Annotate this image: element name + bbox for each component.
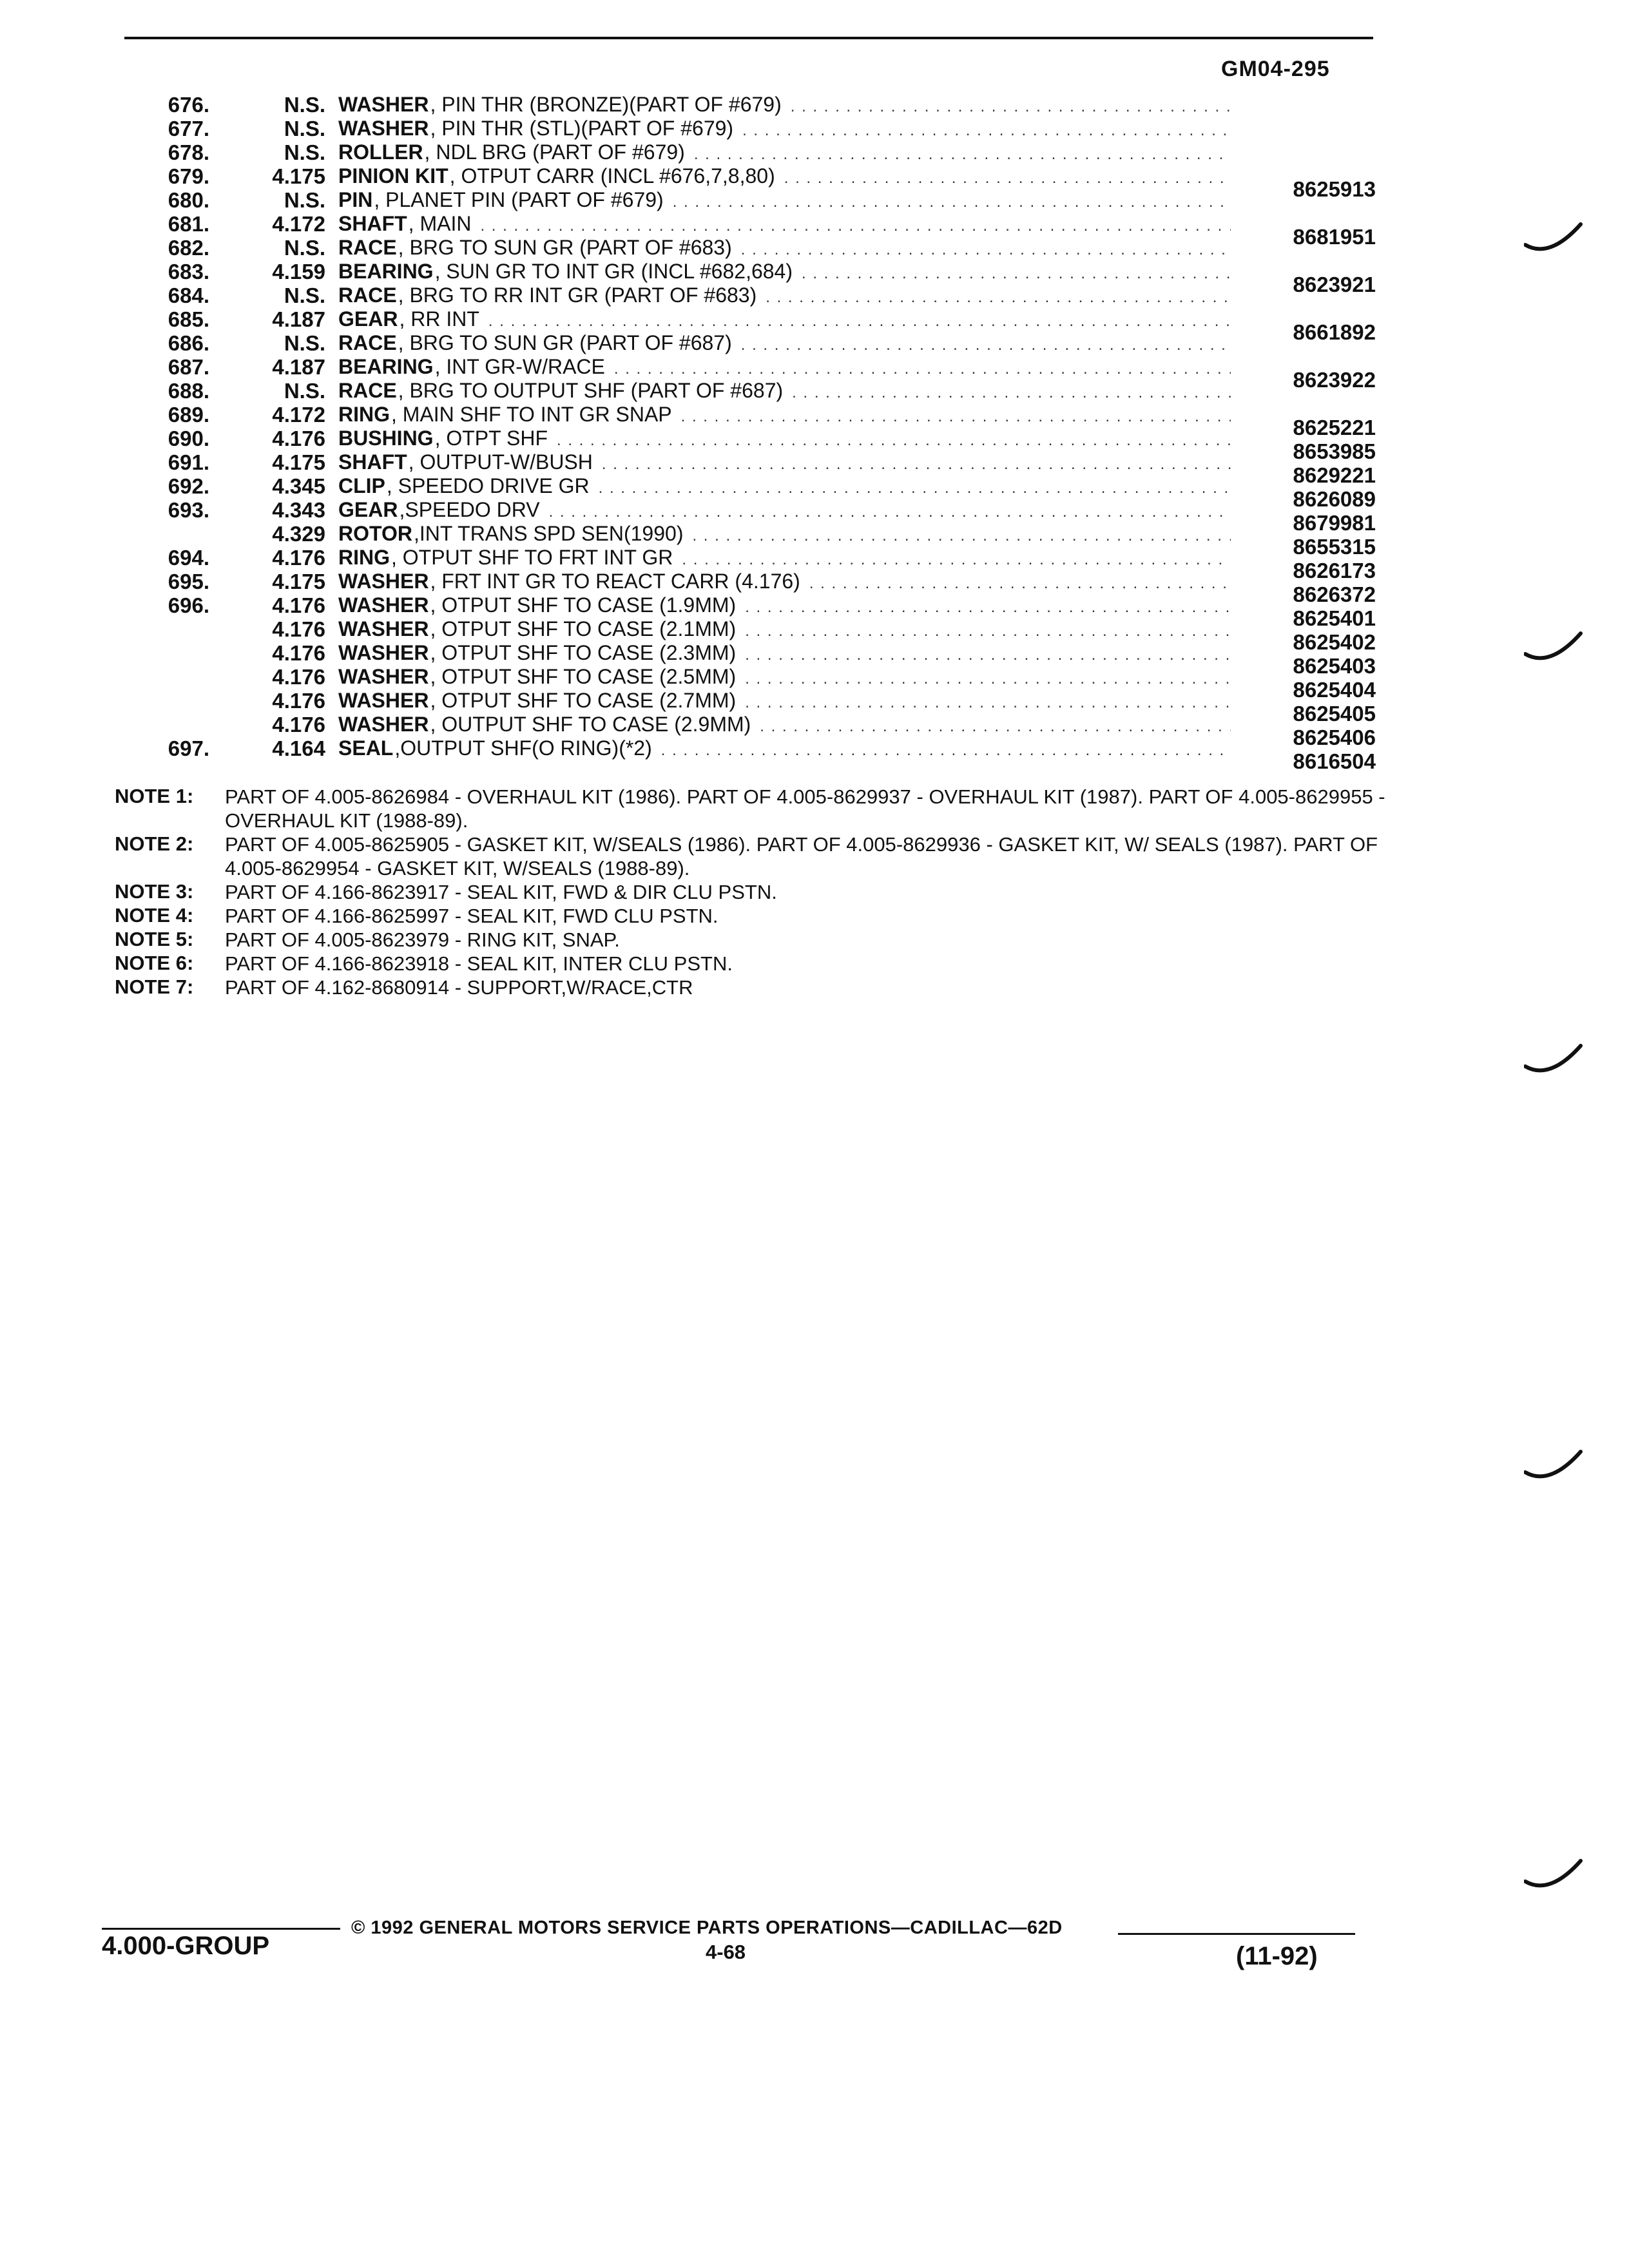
part-name: ROLLER: [338, 140, 423, 164]
group-number: 4.187: [272, 355, 325, 379]
part-description: [338, 117, 1231, 140]
part-name: WASHER: [338, 93, 429, 116]
part-number: 8625221: [1293, 416, 1376, 439]
dot-leader: [549, 503, 1231, 521]
group-number: 4.176: [272, 617, 325, 641]
part-description: [338, 403, 1231, 427]
part-number: 8626372: [1293, 582, 1376, 606]
dot-leader: [488, 312, 1231, 331]
group-label: 4.000-GROUP: [102, 1932, 270, 1960]
dot-leader: [809, 575, 1231, 593]
part-number: 8626089: [1293, 487, 1376, 511]
binder-ring-mark: [1524, 1041, 1585, 1079]
dot-leader: [791, 98, 1231, 116]
part-row: [0, 284, 1629, 307]
part-name: PINION KIT: [338, 164, 448, 187]
part-description: [338, 713, 1231, 736]
part-detail: , INT GR-W/RACE: [434, 355, 605, 378]
group-number: N.S.: [284, 284, 325, 307]
dot-leader: [760, 718, 1231, 736]
part-detail: , NDL BRG (PART OF #679): [424, 140, 685, 164]
dot-leader: [557, 432, 1231, 450]
group-number: 4.343: [272, 498, 325, 522]
part-number: 8623922: [1293, 368, 1376, 392]
group-number: N.S.: [284, 188, 325, 212]
part-description: [338, 689, 1231, 713]
note-label: NOTE 5:: [115, 928, 194, 950]
dot-leader: [745, 622, 1231, 640]
part-number: 8625401: [1293, 606, 1376, 630]
part-detail: , OTPUT SHF TO CASE (2.3MM): [430, 641, 737, 664]
group-number: 4.172: [272, 403, 325, 427]
part-number: 8625405: [1293, 702, 1376, 726]
part-description: [338, 474, 1231, 498]
part-detail: , OTPUT SHF TO CASE (2.5MM): [430, 665, 737, 688]
group-number: 4.175: [272, 164, 325, 188]
dot-leader: [692, 527, 1231, 545]
note-text: PART OF 4.162-8680914 - SUPPORT,W/RACE,CTR: [225, 976, 693, 999]
note-item: [115, 785, 1403, 832]
part-number: 8616504: [1293, 749, 1376, 773]
part-number: 8626173: [1293, 559, 1376, 582]
part-number: 8629221: [1293, 463, 1376, 487]
part-description: [338, 307, 1231, 331]
part-detail: , PLANET PIN (PART OF #679): [374, 188, 664, 211]
group-number: 4.176: [272, 713, 325, 736]
part-description: [338, 93, 1231, 117]
group-number: 4.164: [272, 736, 325, 760]
group-number: 4.329: [272, 522, 325, 546]
part-name: WASHER: [338, 713, 429, 736]
ref-number: 685.: [168, 307, 209, 331]
ref-number: 693.: [168, 498, 209, 522]
copyright-line: © 1992 GENERAL MOTORS SERVICE PARTS OPERATIONS—CADILLAC—62D: [351, 1917, 1063, 1938]
part-name: BEARING: [338, 355, 434, 378]
group-number: 4.176: [272, 593, 325, 617]
group-number: N.S.: [284, 236, 325, 260]
dot-leader: [792, 384, 1231, 402]
group-number: N.S.: [284, 117, 325, 140]
part-number: 8679981: [1293, 511, 1376, 535]
note-item: [115, 952, 1403, 975]
part-name: SHAFT: [338, 212, 407, 235]
part-name: RING: [338, 546, 390, 569]
part-row: [0, 331, 1629, 355]
part-detail: , SPEEDO DRIVE GR: [386, 474, 590, 497]
part-name: PIN: [338, 188, 373, 211]
dot-leader: [766, 289, 1231, 307]
part-row: [0, 93, 1629, 117]
top-rule: [124, 37, 1373, 39]
revision-date: (11-92): [1236, 1942, 1318, 1970]
dot-leader: [694, 146, 1231, 164]
group-number: 4.176: [272, 689, 325, 713]
part-detail: , BRG TO SUN GR (PART OF #683): [398, 236, 732, 259]
part-name: SHAFT: [338, 450, 407, 474]
part-description: [338, 164, 1231, 188]
page-number: 4-68: [706, 1941, 746, 1963]
note-item: [115, 904, 1403, 928]
part-number: 8625406: [1293, 726, 1376, 749]
part-description: [338, 546, 1231, 570]
part-detail: ,OUTPUT SHF(O RING)(*2): [394, 736, 652, 760]
part-description: [338, 188, 1231, 212]
ref-number: 682.: [168, 236, 209, 260]
part-description: [338, 593, 1231, 617]
part-number: 8625403: [1293, 654, 1376, 678]
note-text: PART OF 4.005-8623979 - RING KIT, SNAP.: [225, 928, 620, 951]
binder-ring-mark: [1524, 628, 1585, 667]
note-item: [115, 928, 1403, 952]
part-detail: , BRG TO OUTPUT SHF (PART OF #687): [398, 379, 784, 402]
part-detail: , OTPUT CARR (INCL #676,7,8,80): [449, 164, 775, 187]
part-description: [338, 665, 1231, 689]
dot-leader: [614, 360, 1231, 378]
note-text: PART OF 4.166-8623918 - SEAL KIT, INTER CLU PSTN.: [225, 952, 733, 975]
dot-leader: [480, 217, 1231, 235]
part-name: WASHER: [338, 617, 429, 640]
part-row: [0, 736, 1629, 773]
part-detail: , OTPUT SHF TO FRT INT GR: [391, 546, 673, 569]
part-name: RACE: [338, 284, 397, 307]
group-number: N.S.: [284, 331, 325, 355]
ref-number: 696.: [168, 593, 209, 617]
part-detail: ,INT TRANS SPD SEN(1990): [413, 522, 684, 545]
ref-number: 686.: [168, 331, 209, 355]
part-number: 8623921: [1293, 273, 1376, 296]
group-number: 4.345: [272, 474, 325, 498]
ref-number: 697.: [168, 736, 209, 760]
dot-leader: [745, 670, 1231, 688]
part-detail: , OUTPUT-W/BUSH: [408, 450, 593, 474]
part-detail: , PIN THR (BRONZE)(PART OF #679): [430, 93, 782, 116]
part-number: 8653985: [1293, 439, 1376, 463]
part-row: [0, 188, 1629, 212]
part-description: [338, 212, 1231, 236]
part-number: 8625402: [1293, 630, 1376, 654]
part-name: WASHER: [338, 689, 429, 712]
note-text: PART OF 4.166-8623917 - SEAL KIT, FWD & DIR CLU PSTN.: [225, 881, 777, 903]
ref-number: 692.: [168, 474, 209, 498]
part-detail: , MAIN SHF TO INT GR SNAP: [391, 403, 672, 426]
part-detail: , OTPT SHF: [434, 427, 548, 450]
part-number: 8661892: [1293, 320, 1376, 344]
part-row: [0, 236, 1629, 260]
note-item: [115, 880, 1403, 904]
note-label: NOTE 7:: [115, 975, 194, 998]
part-row: [0, 379, 1629, 403]
part-detail: , OTPUT SHF TO CASE (2.1MM): [430, 617, 737, 640]
note-label: NOTE 6:: [115, 952, 194, 974]
binder-ring-mark: [1524, 219, 1585, 258]
part-detail: , MAIN: [408, 212, 472, 235]
dot-leader: [745, 599, 1231, 617]
group-number: 4.176: [272, 546, 325, 570]
part-name: WASHER: [338, 665, 429, 688]
part-detail: , BRG TO SUN GR (PART OF #687): [398, 331, 732, 354]
ref-number: 677.: [168, 117, 209, 140]
dot-leader: [673, 193, 1231, 211]
note-text: PART OF 4.005-8625905 - GASKET KIT, W/SEALS (1986). PART OF 4.005-8629936 - GASKET KIT, W/ SEALS (1987). PART OF 4.005-8629954 - GASKET KIT, W/SEALS (1988-89).: [225, 833, 1378, 879]
part-name: RACE: [338, 331, 397, 354]
binder-ring-mark: [1524, 1446, 1585, 1485]
ref-number: 694.: [168, 546, 209, 570]
ref-number: 681.: [168, 212, 209, 236]
dot-leader: [682, 551, 1231, 569]
dot-leader: [784, 169, 1231, 187]
dot-leader: [741, 241, 1231, 259]
part-number: 8625913: [1293, 177, 1376, 201]
part-description: [338, 427, 1231, 450]
part-name: WASHER: [338, 593, 429, 617]
part-detail: ,SPEEDO DRV: [399, 498, 540, 521]
part-description: [338, 260, 1231, 284]
part-description: [338, 570, 1231, 593]
part-description: [338, 450, 1231, 474]
part-number: 8655315: [1293, 535, 1376, 559]
note-text: PART OF 4.005-8626984 - OVERHAUL KIT (1986). PART OF 4.005-8629937 - OVERHAUL KIT (1987). PART OF 4.005-8629955 - OVERHAUL KIT (1988-89).: [225, 785, 1385, 832]
ref-number: 689.: [168, 403, 209, 427]
part-description: [338, 355, 1231, 379]
note-label: NOTE 2:: [115, 832, 194, 855]
part-name: ROTOR: [338, 522, 412, 545]
part-name: RACE: [338, 236, 397, 259]
part-row: [0, 117, 1629, 140]
note-label: NOTE 4:: [115, 904, 194, 927]
part-name: WASHER: [338, 117, 429, 140]
ref-number: 678.: [168, 140, 209, 164]
part-detail: , FRT INT GR TO REACT CARR (4.176): [430, 570, 800, 593]
document-id: GM04-295: [1221, 57, 1330, 81]
part-description: [338, 284, 1231, 307]
ref-number: 688.: [168, 379, 209, 403]
part-name: GEAR: [338, 307, 398, 331]
part-description: [338, 236, 1231, 260]
part-description: [338, 736, 1231, 760]
dot-leader: [661, 742, 1231, 760]
group-number: 4.176: [272, 665, 325, 689]
part-detail: , SUN GR TO INT GR (INCL #682,684): [434, 260, 793, 283]
ref-number: 690.: [168, 427, 209, 450]
footer-rule-left: [102, 1928, 340, 1930]
ref-number: 684.: [168, 284, 209, 307]
group-number: 4.176: [272, 427, 325, 450]
dot-leader: [802, 265, 1231, 283]
ref-number: 680.: [168, 188, 209, 212]
dot-leader: [741, 336, 1231, 354]
group-number: N.S.: [284, 379, 325, 403]
note-text: PART OF 4.166-8625997 - SEAL KIT, FWD CLU PSTN.: [225, 905, 718, 927]
part-description: [338, 379, 1231, 403]
group-number: 4.175: [272, 450, 325, 474]
ref-number: 679.: [168, 164, 209, 188]
dot-leader: [745, 694, 1231, 712]
ref-number: 687.: [168, 355, 209, 379]
part-description: [338, 498, 1231, 522]
group-number: 4.175: [272, 570, 325, 593]
part-number: 8681951: [1293, 225, 1376, 249]
part-name: WASHER: [338, 641, 429, 664]
part-detail: , BRG TO RR INT GR (PART OF #683): [398, 284, 757, 307]
ref-number: 683.: [168, 260, 209, 284]
note-label: NOTE 3:: [115, 880, 194, 903]
group-number: N.S.: [284, 140, 325, 164]
part-name: GEAR: [338, 498, 398, 521]
part-name: RING: [338, 403, 390, 426]
binder-ring-mark: [1524, 1856, 1585, 1894]
part-description: [338, 617, 1231, 641]
note-item: [115, 832, 1403, 880]
group-number: 4.172: [272, 212, 325, 236]
dot-leader: [745, 646, 1231, 664]
dot-leader: [681, 408, 1231, 426]
part-name: CLIP: [338, 474, 385, 497]
part-name: BEARING: [338, 260, 434, 283]
part-detail: , OTPUT SHF TO CASE (2.7MM): [430, 689, 737, 712]
ref-number: 676.: [168, 93, 209, 117]
group-number: 4.187: [272, 307, 325, 331]
part-name: BUSHING: [338, 427, 434, 450]
part-detail: , OUTPUT SHF TO CASE (2.9MM): [430, 713, 751, 736]
part-description: [338, 140, 1231, 164]
group-number: 4.176: [272, 641, 325, 665]
group-number: N.S.: [284, 93, 325, 117]
part-number: 8625404: [1293, 678, 1376, 702]
dot-leader: [599, 479, 1231, 497]
group-number: 4.159: [272, 260, 325, 284]
part-detail: , PIN THR (STL)(PART OF #679): [430, 117, 734, 140]
ref-number: 695.: [168, 570, 209, 593]
part-name: RACE: [338, 379, 397, 402]
note-item: [115, 975, 1403, 999]
part-detail: , RR INT: [399, 307, 479, 331]
note-label: NOTE 1:: [115, 785, 194, 807]
dot-leader: [742, 122, 1231, 140]
part-row: [0, 140, 1629, 164]
part-detail: , OTPUT SHF TO CASE (1.9MM): [430, 593, 737, 617]
part-description: [338, 522, 1231, 546]
dot-leader: [602, 456, 1231, 474]
part-name: WASHER: [338, 570, 429, 593]
part-description: [338, 641, 1231, 665]
footer-rule-right: [1118, 1933, 1355, 1935]
part-name: SEAL: [338, 736, 394, 760]
ref-number: 691.: [168, 450, 209, 474]
part-description: [338, 331, 1231, 355]
